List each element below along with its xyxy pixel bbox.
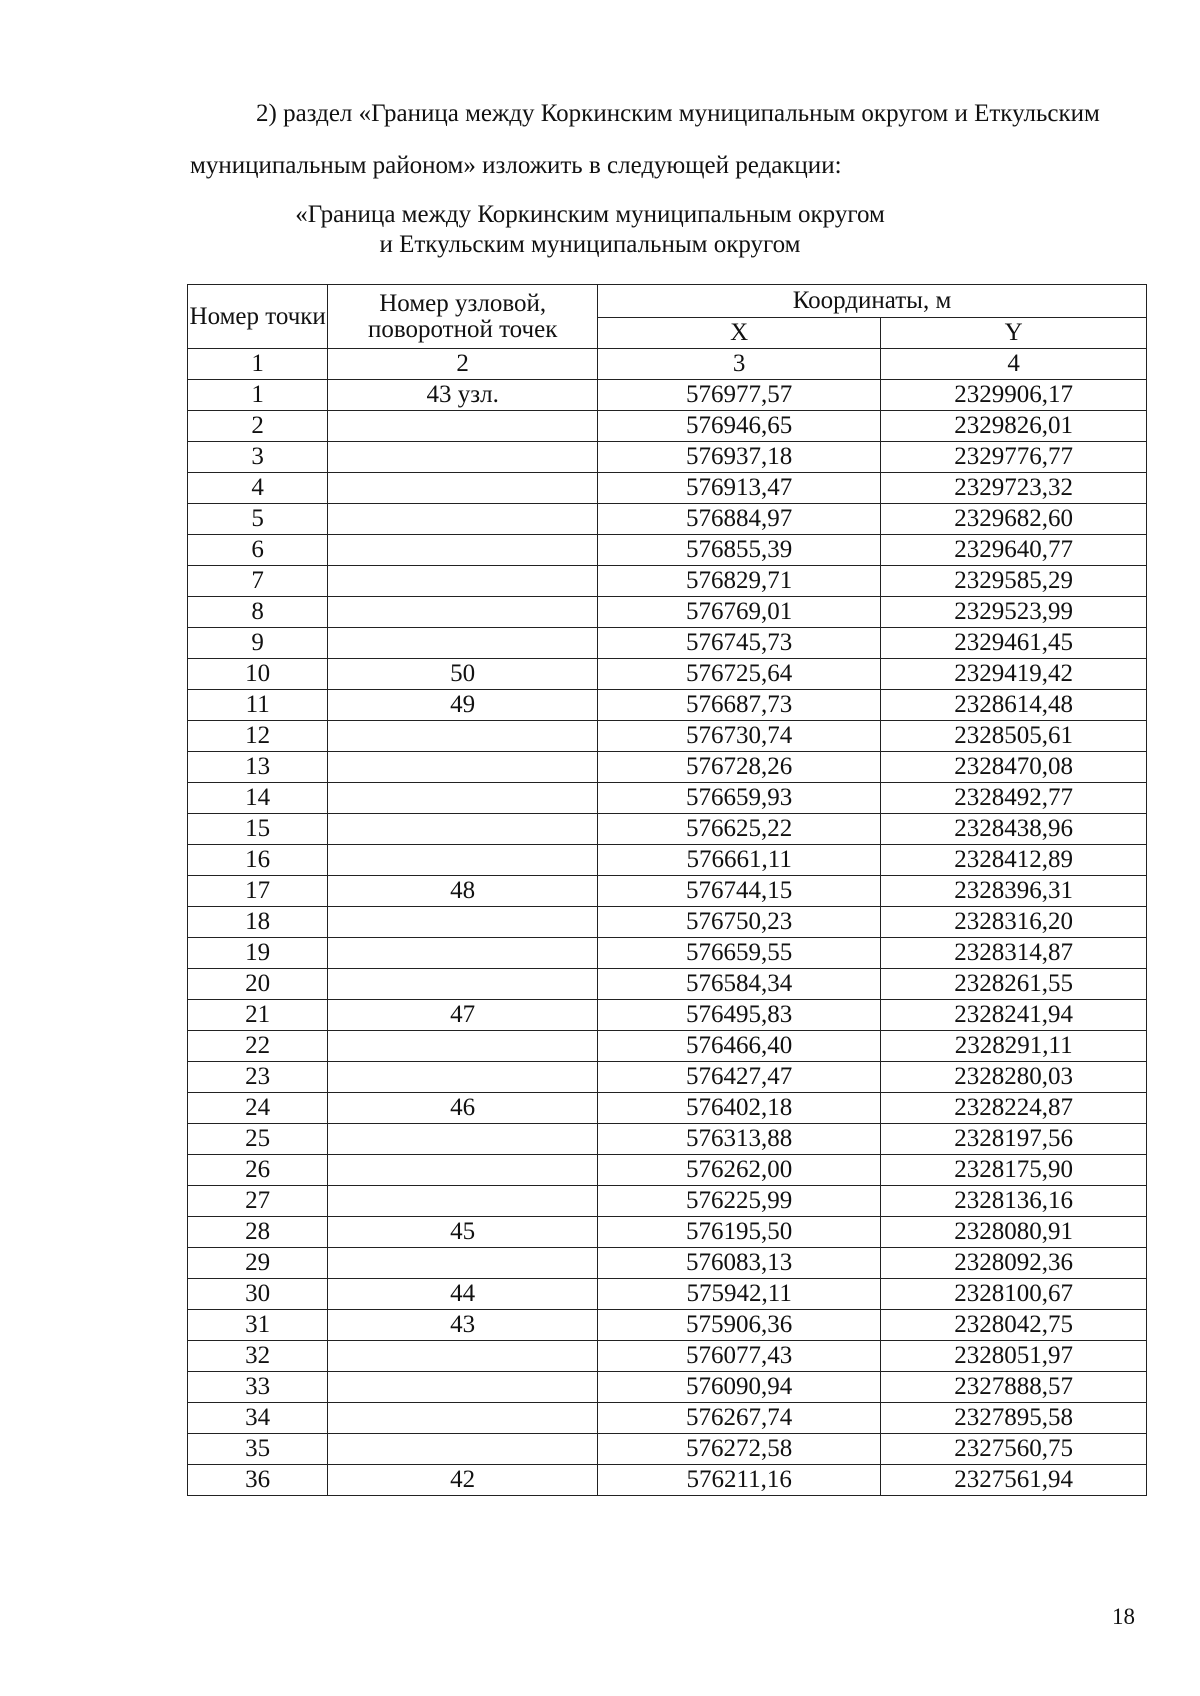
table-row [188,907,1147,938]
y-coordinate-cell: 2328438,96 [881,814,1147,845]
table-body [188,380,1147,1496]
x-coordinate-cell: 576272,58 [598,1434,881,1465]
table-row [188,876,1147,907]
x-coordinate-cell: 576769,01 [598,597,881,628]
x-coordinate-cell: 576725,64 [598,659,881,690]
y-coordinate-cell: 2329906,17 [881,380,1147,411]
node-number-cell [328,1124,598,1155]
column-number: 3 [598,349,881,380]
point-number-cell: 32 [188,1341,328,1372]
point-number-cell: 11 [188,690,328,721]
table-row [188,1434,1147,1465]
table-row [188,1031,1147,1062]
table-row [188,1062,1147,1093]
y-coordinate-cell: 2328100,67 [881,1279,1147,1310]
node-number-cell [328,845,598,876]
y-coordinate-cell: 2328316,20 [881,907,1147,938]
x-coordinate-cell: 576077,43 [598,1341,881,1372]
table-row [188,411,1147,442]
y-coordinate-cell: 2328614,48 [881,690,1147,721]
intro-line-1: 2) раздел «Граница между Коркинским муниципальным округом и Еткульским [256,100,1100,127]
point-number-cell: 34 [188,1403,328,1434]
header-node-number: Номер узловой, поворотной точек [328,285,598,349]
x-coordinate-cell: 576687,73 [598,690,881,721]
node-number-cell: 43 узл. [328,380,598,411]
node-number-cell [328,1434,598,1465]
point-number-cell: 5 [188,504,328,535]
x-coordinate-cell: 576855,39 [598,535,881,566]
point-number-cell: 6 [188,535,328,566]
table-row [188,535,1147,566]
table-row [188,721,1147,752]
point-number-cell: 22 [188,1031,328,1062]
point-number-cell: 19 [188,938,328,969]
table-row [188,814,1147,845]
table-row [188,783,1147,814]
node-number-cell [328,1372,598,1403]
node-number-cell: 50 [328,659,598,690]
table-heading-line-1: «Граница между Коркинским муниципальным округом [295,201,885,228]
column-number: 1 [188,349,328,380]
point-number-cell: 36 [188,1465,328,1496]
table-row [188,380,1147,411]
point-number-cell: 17 [188,876,328,907]
coordinates-table [187,284,1147,1496]
y-coordinate-cell: 2327888,57 [881,1372,1147,1403]
y-coordinate-cell: 2329419,42 [881,659,1147,690]
table-row [188,1124,1147,1155]
y-coordinate-cell: 2328136,16 [881,1186,1147,1217]
node-number-cell: 49 [328,690,598,721]
node-number-cell [328,1341,598,1372]
y-coordinate-cell: 2329461,45 [881,628,1147,659]
point-number-cell: 27 [188,1186,328,1217]
node-number-cell [328,938,598,969]
point-number-cell: 14 [188,783,328,814]
x-coordinate-cell: 576946,65 [598,411,881,442]
header-point-number: Номер точки [188,285,328,349]
y-coordinate-cell: 2328280,03 [881,1062,1147,1093]
x-coordinate-cell: 576884,97 [598,504,881,535]
y-coordinate-cell: 2329585,29 [881,566,1147,597]
x-coordinate-cell: 576977,57 [598,380,881,411]
table-row [188,1465,1147,1496]
node-number-cell [328,969,598,1000]
table-row [188,504,1147,535]
node-number-cell [328,1062,598,1093]
x-coordinate-cell: 576625,22 [598,814,881,845]
point-number-cell: 24 [188,1093,328,1124]
y-coordinate-cell: 2328051,97 [881,1341,1147,1372]
node-number-cell: 48 [328,876,598,907]
x-coordinate-cell: 576427,47 [598,1062,881,1093]
point-number-cell: 13 [188,752,328,783]
table-row [188,752,1147,783]
table-heading-line-2: и Еткульским муниципальным округом [379,231,801,258]
y-coordinate-cell: 2327895,58 [881,1403,1147,1434]
column-number-row [188,349,1147,380]
x-coordinate-cell: 576466,40 [598,1031,881,1062]
table-row [188,845,1147,876]
header-y: Y [881,318,1147,349]
node-number-cell [328,442,598,473]
node-number-cell [328,535,598,566]
x-coordinate-cell: 576659,93 [598,783,881,814]
x-coordinate-cell: 575906,36 [598,1310,881,1341]
point-number-cell: 16 [188,845,328,876]
table-row [188,1372,1147,1403]
x-coordinate-cell: 576745,73 [598,628,881,659]
point-number-cell: 9 [188,628,328,659]
table-row [188,1341,1147,1372]
table-row [188,1093,1147,1124]
point-number-cell: 30 [188,1279,328,1310]
table-row [188,938,1147,969]
point-number-cell: 28 [188,1217,328,1248]
y-coordinate-cell: 2329723,32 [881,473,1147,504]
table-row [188,1403,1147,1434]
y-coordinate-cell: 2328241,94 [881,1000,1147,1031]
x-coordinate-cell: 576090,94 [598,1372,881,1403]
point-number-cell: 35 [188,1434,328,1465]
node-number-cell [328,1248,598,1279]
node-number-cell: 43 [328,1310,598,1341]
point-number-cell: 2 [188,411,328,442]
table-row [188,1310,1147,1341]
y-coordinate-cell: 2329682,60 [881,504,1147,535]
point-number-cell: 7 [188,566,328,597]
table-row [188,1248,1147,1279]
x-coordinate-cell: 576211,16 [598,1465,881,1496]
point-number-cell: 3 [188,442,328,473]
point-number-cell: 26 [188,1155,328,1186]
node-number-cell [328,907,598,938]
x-coordinate-cell: 576730,74 [598,721,881,752]
x-coordinate-cell: 575942,11 [598,1279,881,1310]
y-coordinate-cell: 2327560,75 [881,1434,1147,1465]
table-row [188,597,1147,628]
x-coordinate-cell: 576661,11 [598,845,881,876]
table-header [188,285,1147,380]
node-number-cell [328,752,598,783]
y-coordinate-cell: 2328261,55 [881,969,1147,1000]
node-number-cell [328,504,598,535]
x-coordinate-cell: 576313,88 [598,1124,881,1155]
node-number-cell: 46 [328,1093,598,1124]
x-coordinate-cell: 576744,15 [598,876,881,907]
x-coordinate-cell: 576829,71 [598,566,881,597]
x-coordinate-cell: 576402,18 [598,1093,881,1124]
table-row [188,690,1147,721]
y-coordinate-cell: 2328080,91 [881,1217,1147,1248]
y-coordinate-cell: 2329640,77 [881,535,1147,566]
table-row [188,1155,1147,1186]
node-number-cell [328,473,598,504]
table-row [188,566,1147,597]
y-coordinate-cell: 2328175,90 [881,1155,1147,1186]
x-coordinate-cell: 576225,99 [598,1186,881,1217]
node-number-cell [328,783,598,814]
header-coordinates: Координаты, м [598,285,1147,318]
y-coordinate-cell: 2328042,75 [881,1310,1147,1341]
table-row [188,1186,1147,1217]
point-number-cell: 1 [188,380,328,411]
y-coordinate-cell: 2329523,99 [881,597,1147,628]
x-coordinate-cell: 576584,34 [598,969,881,1000]
node-number-cell [328,628,598,659]
point-number-cell: 31 [188,1310,328,1341]
point-number-cell: 18 [188,907,328,938]
point-number-cell: 25 [188,1124,328,1155]
y-coordinate-cell: 2328396,31 [881,876,1147,907]
x-coordinate-cell: 576195,50 [598,1217,881,1248]
x-coordinate-cell: 576262,00 [598,1155,881,1186]
point-number-cell: 8 [188,597,328,628]
node-number-cell [328,1403,598,1434]
table-row [188,1279,1147,1310]
table-row [188,969,1147,1000]
node-number-cell [328,1186,598,1217]
table-heading [250,200,930,260]
point-number-cell: 33 [188,1372,328,1403]
node-number-cell [328,1155,598,1186]
point-number-cell: 4 [188,473,328,504]
point-number-cell: 29 [188,1248,328,1279]
table-row [188,659,1147,690]
intro-paragraph [190,88,1150,192]
node-number-cell [328,566,598,597]
x-coordinate-cell: 576728,26 [598,752,881,783]
point-number-cell: 23 [188,1062,328,1093]
y-coordinate-cell: 2328412,89 [881,845,1147,876]
y-coordinate-cell: 2329776,77 [881,442,1147,473]
y-coordinate-cell: 2327561,94 [881,1465,1147,1496]
y-coordinate-cell: 2328291,11 [881,1031,1147,1062]
point-number-cell: 10 [188,659,328,690]
column-number: 2 [328,349,598,380]
node-number-cell: 42 [328,1465,598,1496]
x-coordinate-cell: 576495,83 [598,1000,881,1031]
node-number-cell: 47 [328,1000,598,1031]
column-number: 4 [881,349,1147,380]
node-number-cell: 44 [328,1279,598,1310]
node-number-cell [328,597,598,628]
x-coordinate-cell: 576913,47 [598,473,881,504]
point-number-cell: 20 [188,969,328,1000]
intro-line-2: муниципальным районом» изложить в следующей редакции: [190,152,842,179]
y-coordinate-cell: 2328092,36 [881,1248,1147,1279]
table-row [188,473,1147,504]
node-number-cell [328,721,598,752]
y-coordinate-cell: 2328492,77 [881,783,1147,814]
node-number-cell [328,814,598,845]
point-number-cell: 12 [188,721,328,752]
y-coordinate-cell: 2328470,08 [881,752,1147,783]
y-coordinate-cell: 2328224,87 [881,1093,1147,1124]
node-number-cell [328,1031,598,1062]
table-row [188,442,1147,473]
y-coordinate-cell: 2328505,61 [881,721,1147,752]
table-row [188,1217,1147,1248]
node-number-cell: 45 [328,1217,598,1248]
page-number: 18 [1112,1604,1135,1629]
table-row [188,628,1147,659]
y-coordinate-cell: 2329826,01 [881,411,1147,442]
x-coordinate-cell: 576937,18 [598,442,881,473]
x-coordinate-cell: 576083,13 [598,1248,881,1279]
x-coordinate-cell: 576750,23 [598,907,881,938]
table-row [188,1000,1147,1031]
node-number-cell [328,411,598,442]
y-coordinate-cell: 2328197,56 [881,1124,1147,1155]
point-number-cell: 21 [188,1000,328,1031]
x-coordinate-cell: 576267,74 [598,1403,881,1434]
header-x: X [598,318,881,349]
y-coordinate-cell: 2328314,87 [881,938,1147,969]
x-coordinate-cell: 576659,55 [598,938,881,969]
point-number-cell: 15 [188,814,328,845]
